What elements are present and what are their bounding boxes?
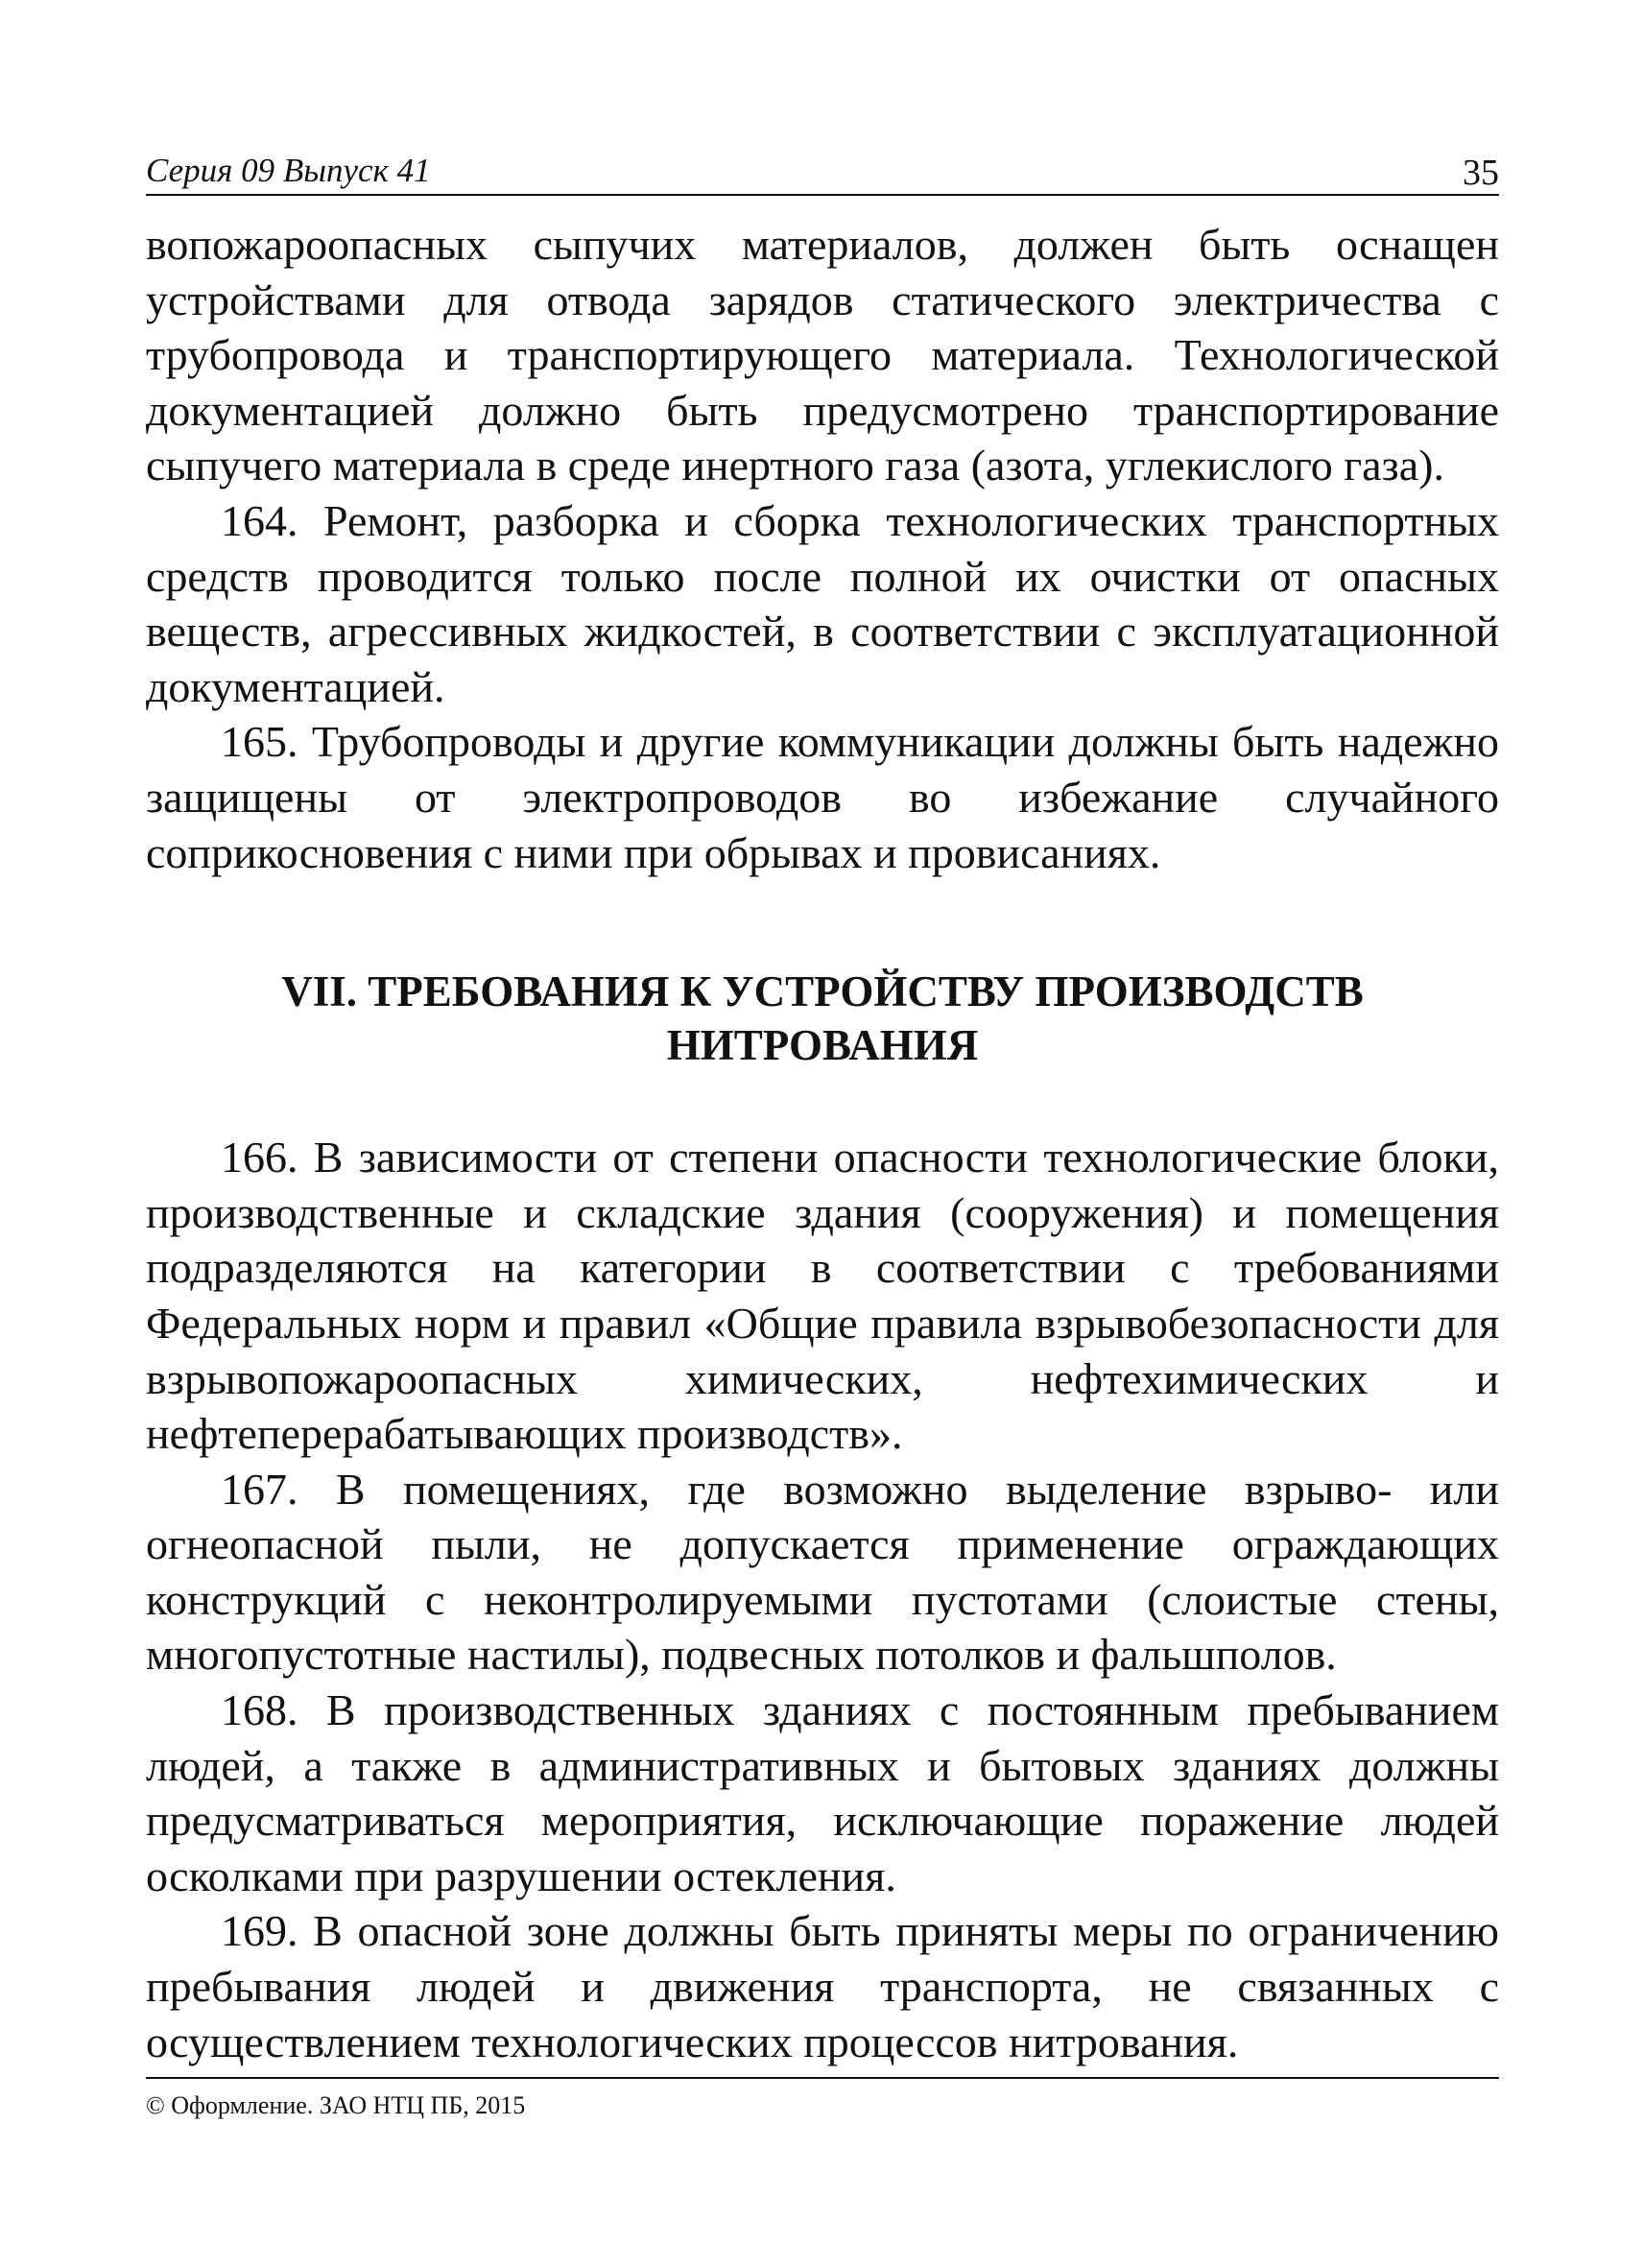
continuation-paragraph: вопожароопасных сыпучих материалов, должен быть оснащен устройствами для отвода зарядов статического электричества с трубопровода и транспортирующего материала. Технологической документацией должно быть предусмотрено транспортирование сыпучего материала в среде инертного газа (азота, углекислого газа).: [146, 220, 1499, 490]
section-heading-line-1: VII. ТРЕБОВАНИЯ К УСТРОЙСТВУ ПРОИЗВОДСТВ: [281, 967, 1364, 1016]
section-heading-line-2: НИТРОВАНИЯ: [666, 1021, 979, 1070]
paragraph-164: 164. Ремонт, разборка и сборка технологических транспортных средств проводится только после полной их очистки от опасных веществ, агрессивных жидкостей, в соответствии с эксплуатационной документацией.: [146, 495, 1499, 711]
section-heading: [146, 965, 1499, 1072]
series-title: Серия 09 Выпуск 41: [146, 152, 431, 189]
page-footer: [146, 2077, 1499, 2121]
paragraph-167: 167. В помещениях, где возможно выделение взрыво- или огнеопасной пыли, не допускается применение ограждающих конструкций с неконтролируемыми пустотами (слоистые стены, многопустотные настилы), подвесных потолков и фальшполов.: [146, 1464, 1499, 1680]
paragraph-169: 169. В опасной зоне должны быть приняты меры по ограничению пребывания людей и движения транспорта, не связанных с осуществлением технологических процессов нитрования.: [146, 1906, 1499, 2066]
page-number: 35: [1463, 153, 1499, 193]
body-text: [146, 217, 1499, 2069]
paragraph-165: 165. Трубопроводы и другие коммуникации должны быть надежно защищены от электропроводов во избежание случайного соприкосновения с ними при обрывах и провисаниях.: [146, 717, 1499, 877]
page-header: [146, 144, 1499, 196]
paragraph-166: 166. В зависимости от степени опасности технологические блоки, производственные и складские здания (сооружения) и помещения подразделяются на категории в соответствии с требованиями Федеральных норм и правил «Общие правила взрывобезопасности для взрывопожароопасных химических, нефтехимических и нефтеперерабатывающих производств».: [146, 1133, 1499, 1459]
copyright-note: © Оформление. ЗАО НТЦ ПБ, 2015: [146, 2091, 526, 2119]
paragraph-168: 168. В производственных зданиях с постоянным пребыванием людей, а также в административных и бытовых зданиях должны предусматриваться мероприятия, исключающие поражение людей осколками при разрушении остекления.: [146, 1685, 1499, 1900]
